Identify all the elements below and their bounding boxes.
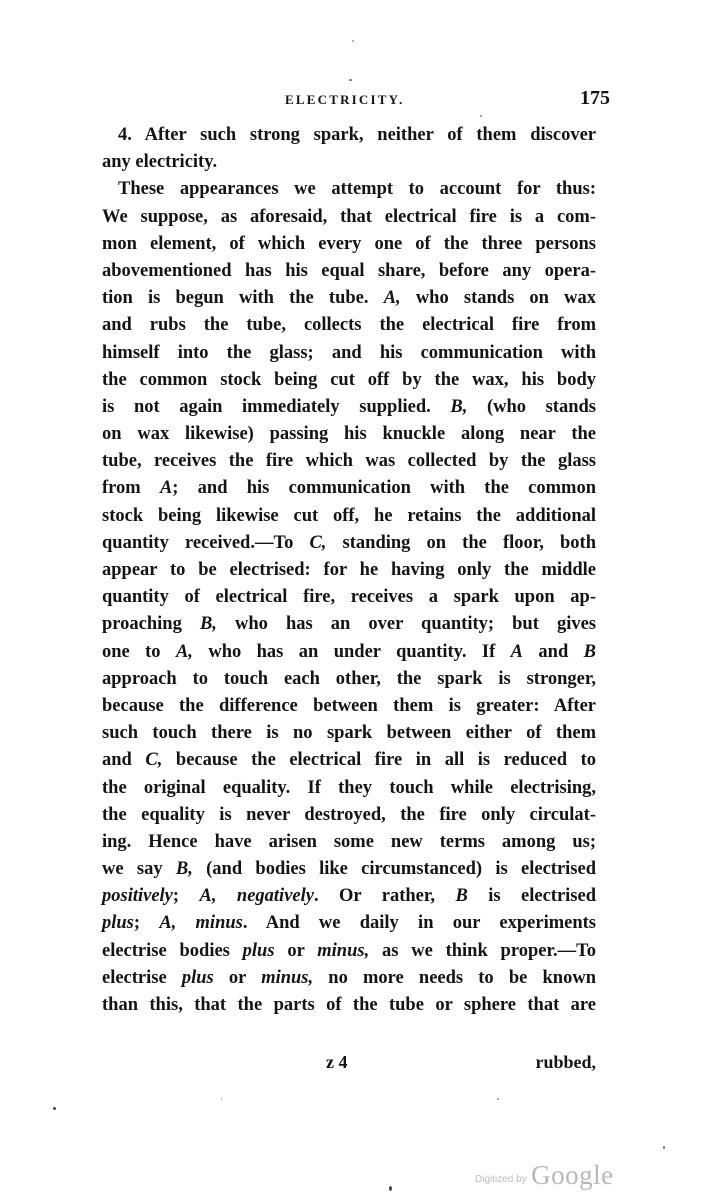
italic-run: A bbox=[159, 478, 173, 499]
text-line: We suppose, as aforesaid, that electrical fire is a com- bbox=[102, 206, 596, 227]
digitized-by-watermark bbox=[475, 1160, 614, 1191]
text-line: and rubs the tube, collects the electrical fire from bbox=[102, 315, 596, 336]
italic-run: C, bbox=[145, 750, 163, 771]
running-head bbox=[102, 87, 610, 114]
text-line bbox=[102, 475, 596, 502]
text-line: 4. After such strong spark, neither of them discover bbox=[118, 125, 596, 145]
text-run: is not again immediately supplied. bbox=[102, 396, 451, 417]
text-run: who has an under quantity. If bbox=[192, 641, 511, 662]
text-line: appear to be electrised: for he having only the middle bbox=[102, 560, 596, 580]
text-line bbox=[102, 938, 596, 965]
text-line: mon element, of which every one of the three persons bbox=[102, 233, 596, 254]
text-line bbox=[102, 639, 596, 666]
italic-run: B bbox=[583, 641, 596, 662]
italic-run: B bbox=[455, 886, 468, 907]
text-line: approach to touch each other, the spark is stronger, bbox=[102, 668, 596, 689]
text-run: from bbox=[102, 478, 160, 499]
italic-run: C, bbox=[309, 532, 327, 553]
text-run: or bbox=[274, 940, 318, 961]
text-run: . Or rather, bbox=[313, 886, 456, 907]
text-line: the original equality. If they touch while electrising, bbox=[102, 777, 596, 798]
italic-run: B, bbox=[450, 396, 468, 417]
text-run: because the electrical fire in all is reduced to bbox=[162, 750, 597, 771]
italic-run: A, negatively bbox=[199, 886, 314, 907]
text-run: . And we daily in our experiments bbox=[242, 913, 596, 934]
google-logo-text: Google bbox=[531, 1160, 614, 1190]
text-line: These appearances we attempt to account for thus: bbox=[118, 179, 596, 200]
text-run: no more needs to be known bbox=[313, 967, 596, 988]
text-line bbox=[102, 965, 596, 992]
text-line: any electricity. bbox=[102, 152, 218, 173]
scan-speck bbox=[349, 79, 352, 81]
catchword: rubbed, bbox=[535, 1052, 596, 1072]
text-run: one to bbox=[102, 641, 176, 662]
scan-speck bbox=[221, 1098, 222, 1100]
text-line bbox=[102, 285, 596, 312]
text-run: we say bbox=[102, 859, 176, 880]
text-run: quantity received.—To bbox=[102, 532, 310, 553]
text-line bbox=[102, 910, 596, 937]
text-run: and bbox=[102, 750, 146, 771]
text-line: on wax likewise) passing his knuckle along near the bbox=[102, 424, 596, 445]
text-line: the equality is never destroyed, the fire only circulat- bbox=[102, 804, 596, 825]
watermark-prefix: Digitized by bbox=[475, 1174, 527, 1185]
text-line bbox=[102, 611, 596, 638]
text-run: or bbox=[213, 967, 262, 988]
text-run: proaching bbox=[102, 614, 200, 635]
text-line bbox=[102, 530, 596, 557]
text-run: who has an over quantity; but gives bbox=[216, 614, 596, 635]
scan-speck bbox=[53, 1107, 56, 1110]
text-run: (and bodies like circumstanced) is electrised bbox=[192, 859, 596, 880]
italic-run: positively bbox=[102, 886, 173, 907]
text-run: and bbox=[523, 641, 584, 662]
page-number: 175 bbox=[580, 87, 610, 109]
text-line bbox=[102, 394, 596, 421]
text-line: such touch there is no spark between either of them bbox=[102, 723, 596, 744]
italic-run: plus bbox=[102, 913, 134, 934]
scan-speck bbox=[663, 1146, 665, 1149]
text-run: who stands on wax bbox=[400, 288, 596, 309]
text-line: abovementioned has his equal share, before any opera- bbox=[102, 260, 596, 281]
scan-speck bbox=[389, 1186, 392, 1191]
scan-speck bbox=[480, 115, 482, 117]
italic-run: A, bbox=[383, 288, 401, 309]
italic-run: A bbox=[510, 641, 524, 662]
text-line bbox=[102, 856, 596, 883]
text-run: standing on the floor, both bbox=[326, 532, 596, 553]
text-line bbox=[102, 883, 596, 910]
text-run: ; bbox=[133, 913, 160, 934]
italic-run: A, minus bbox=[159, 913, 243, 934]
text-line bbox=[102, 747, 596, 774]
text-run: ; and his communication with the common bbox=[172, 478, 596, 499]
text-run: electrise bodies bbox=[102, 940, 243, 961]
text-run: tion is begun with the tube. bbox=[102, 288, 384, 309]
scan-speck bbox=[352, 40, 354, 42]
italic-run: A, bbox=[175, 641, 193, 662]
italic-run: minus, bbox=[317, 940, 370, 961]
text-run: electrise bbox=[102, 967, 182, 988]
scan-speck bbox=[497, 1098, 499, 1100]
running-title: ELECTRICITY. bbox=[285, 92, 405, 107]
italic-run: plus bbox=[181, 967, 214, 988]
text-line: himself into the glass; and his communication with bbox=[102, 342, 596, 363]
page-footer bbox=[102, 1050, 596, 1078]
text-line: than this, that the parts of the tube or sphere that are bbox=[102, 995, 596, 1015]
text-line: the common stock being cut off by the wax, his body bbox=[102, 369, 596, 390]
italic-run: minus, bbox=[261, 967, 314, 988]
body-text bbox=[102, 122, 596, 1019]
italic-run: B, bbox=[199, 614, 217, 635]
text-line: quantity of electrical fire, receives a spark upon ap- bbox=[102, 587, 596, 608]
italic-run: B, bbox=[175, 859, 193, 880]
text-run: as we think proper.—To bbox=[369, 940, 596, 961]
text-run: is electrised bbox=[467, 886, 596, 907]
text-line: because the difference between them is greater: After bbox=[102, 695, 596, 716]
text-line: stock being likewise cut off, he retains the additional bbox=[102, 505, 596, 526]
text-line: ing. Hence have arisen some new terms among us; bbox=[102, 831, 596, 852]
italic-run: plus bbox=[242, 940, 275, 961]
text-run: ; bbox=[172, 886, 200, 907]
text-line: tube, receives the fire which was collected by the glass bbox=[102, 451, 596, 472]
signature-mark: z 4 bbox=[326, 1052, 348, 1072]
text-run: (who stands bbox=[467, 396, 596, 417]
